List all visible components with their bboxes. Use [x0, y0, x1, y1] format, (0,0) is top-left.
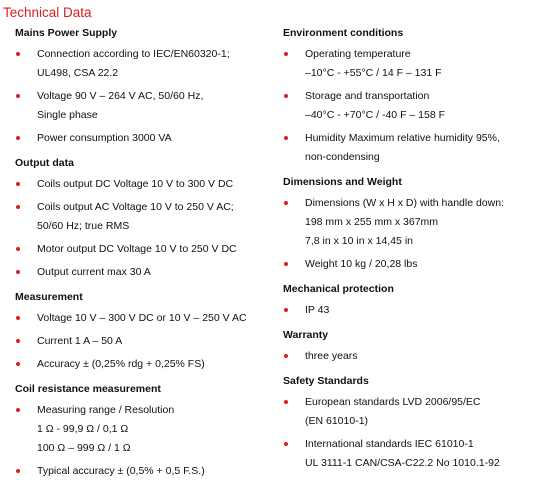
- bullet-icon: [16, 94, 20, 98]
- spec-line: –40°C - +70°C / -40 F – 158 F: [305, 109, 446, 121]
- spec-item: [283, 255, 535, 274]
- spec-item: [283, 45, 535, 83]
- bullet-icon: [16, 182, 20, 186]
- bullet-icon: [284, 400, 288, 404]
- spec-item: [15, 175, 275, 194]
- bullet-icon: [284, 201, 288, 205]
- spec-item: [15, 198, 275, 236]
- spec-section: [283, 175, 535, 274]
- bullet-icon: [284, 308, 288, 312]
- bullet-icon: [16, 247, 20, 251]
- spec-line: European standards LVD 2006/95/EC: [305, 396, 481, 408]
- section-heading: Output data: [15, 157, 74, 169]
- bullet-icon: [284, 52, 288, 56]
- spec-line: Weight 10 kg / 20,28 lbs: [305, 258, 418, 270]
- spec-item: [283, 393, 535, 431]
- spec-item: [283, 194, 535, 251]
- spec-line: –10°C - +55°C / 14 F – 131 F: [305, 67, 442, 79]
- spec-line: Humidity Maximum relative humidity 95%,: [305, 132, 500, 144]
- spec-item: [283, 87, 535, 125]
- bullet-icon: [284, 442, 288, 446]
- spec-section: [15, 156, 275, 282]
- bullet-icon: [284, 94, 288, 98]
- spec-section: [283, 328, 535, 366]
- spec-line: Power consumption 3000 VA: [37, 132, 172, 144]
- spec-line: Connection according to IEC/EN60320-1;: [37, 48, 230, 60]
- spec-item: [15, 263, 275, 282]
- spec-line: Single phase: [37, 109, 98, 121]
- spec-item: [283, 301, 535, 320]
- spec-item: [15, 309, 275, 328]
- spec-item: [15, 462, 275, 481]
- bullet-icon: [284, 354, 288, 358]
- spec-line: Storage and transportation: [305, 90, 430, 102]
- spec-line: UL498, CSA 22.2: [37, 67, 119, 79]
- bullet-icon: [16, 362, 20, 366]
- spec-line: Motor output DC Voltage 10 V to 250 V DC: [37, 243, 237, 255]
- bullet-icon: [16, 270, 20, 274]
- section-heading: Coil resistance measurement: [15, 383, 161, 395]
- spec-line: non-condensing: [305, 151, 380, 163]
- spec-line: 198 mm x 255 mm x 367mm: [305, 216, 439, 228]
- section-heading: Environment conditions: [283, 27, 404, 39]
- spec-item: [283, 129, 535, 167]
- spec-line: Coils output DC Voltage 10 V to 300 V DC: [37, 178, 234, 190]
- spec-line: Operating temperature: [305, 48, 411, 60]
- section-heading: Mains Power Supply: [15, 27, 118, 39]
- bullet-icon: [16, 316, 20, 320]
- section-heading: Mechanical protection: [283, 283, 394, 295]
- page-title: Technical Data: [3, 5, 92, 20]
- spec-section: [283, 282, 535, 320]
- spec-line: 100 Ω – 999 Ω / 1 Ω: [37, 442, 131, 454]
- spec-item: [15, 129, 275, 148]
- spec-item: [15, 87, 275, 125]
- spec-line: 1 Ω - 99,9 Ω / 0,1 Ω: [37, 423, 129, 435]
- bullet-icon: [284, 136, 288, 140]
- section-heading: Dimensions and Weight: [283, 176, 402, 188]
- spec-item: [15, 401, 275, 458]
- spec-item: [283, 347, 535, 366]
- spec-line: 7,8 in x 10 in x 14,45 in: [305, 235, 413, 247]
- spec-line: Coils output AC Voltage 10 V to 250 V AC;: [37, 201, 234, 213]
- section-heading: Measurement: [15, 291, 83, 303]
- spec-section: [15, 290, 275, 374]
- bullet-icon: [16, 205, 20, 209]
- spec-line: Dimensions (W x H x D) with handle down:: [305, 197, 504, 209]
- bullet-icon: [16, 469, 20, 473]
- spec-item: [15, 45, 275, 83]
- spec-item: [15, 332, 275, 351]
- section-heading: Safety Standards: [283, 375, 369, 387]
- spec-line: 50/60 Hz; true RMS: [37, 220, 130, 232]
- spec-line: Measuring range / Resolution: [37, 404, 175, 416]
- left-column: [15, 26, 275, 485]
- spec-line: Typical accuracy ± (0,5% + 0,5 F.S.): [37, 465, 205, 477]
- spec-line: UL 3111-1 CAN/CSA-C22.2 No 1010.1-92: [305, 457, 500, 469]
- bullet-icon: [16, 52, 20, 56]
- spec-line: Accuracy ± (0,25% rdg + 0,25% FS): [37, 358, 205, 370]
- bullet-icon: [16, 339, 20, 343]
- spec-item: [15, 355, 275, 374]
- bullet-icon: [16, 408, 20, 412]
- section-heading: Warranty: [283, 329, 329, 341]
- spec-line: Voltage 10 V – 300 V DC or 10 V – 250 V AC: [37, 312, 247, 324]
- spec-line: Voltage 90 V – 264 V AC, 50/60 Hz,: [37, 90, 204, 102]
- spec-line: Output current max 30 A: [37, 266, 151, 278]
- spec-section: [283, 374, 535, 473]
- spec-section: [283, 26, 535, 167]
- spec-section: [15, 26, 275, 148]
- spec-item: [283, 435, 535, 473]
- bullet-icon: [284, 262, 288, 266]
- spec-line: IP 43: [305, 304, 330, 316]
- spec-item: [15, 240, 275, 259]
- bullet-icon: [16, 136, 20, 140]
- right-column: [283, 26, 535, 477]
- spec-line: three years: [305, 350, 358, 362]
- spec-line: International standards IEC 61010-1: [305, 438, 474, 450]
- spec-line: (EN 61010-1): [305, 415, 369, 427]
- spec-section: [15, 382, 275, 481]
- spec-line: Current 1 A – 50 A: [37, 335, 123, 347]
